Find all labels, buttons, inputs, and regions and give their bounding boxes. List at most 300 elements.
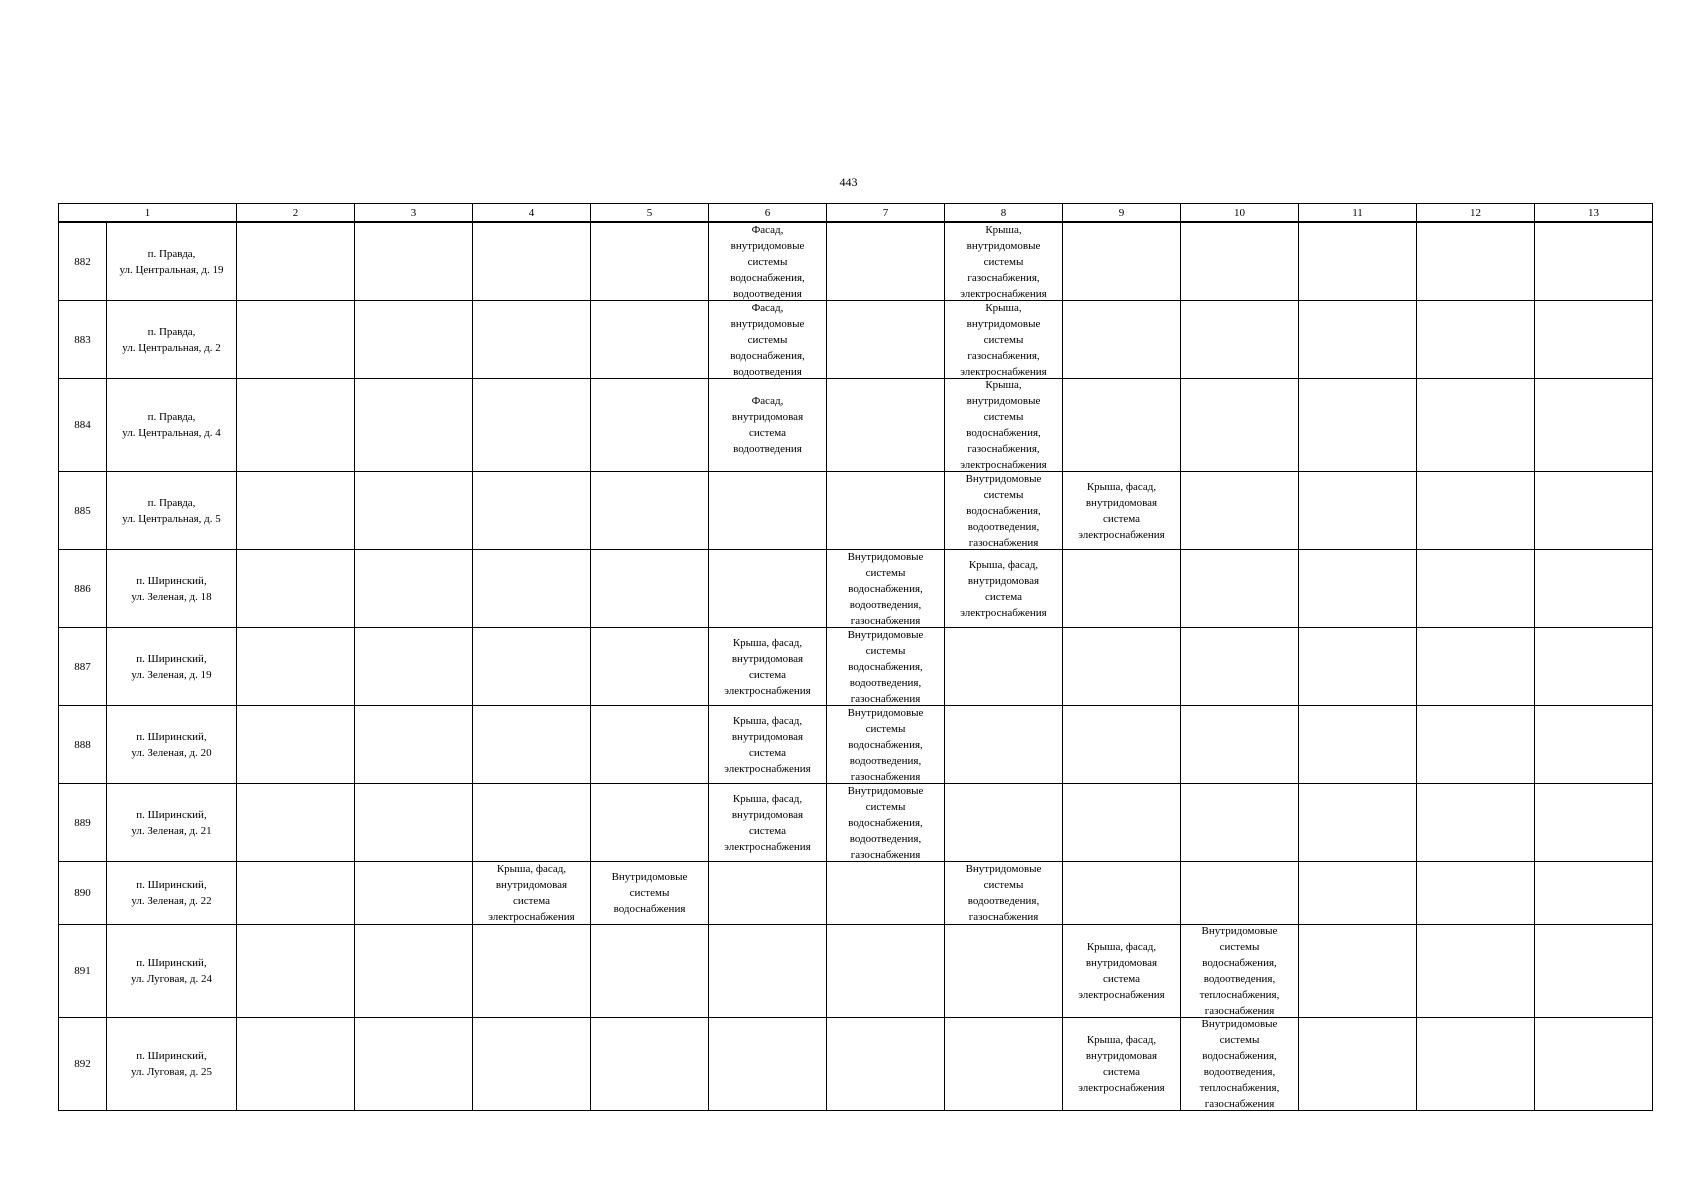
address-cell: п. Ширинский, ул. Луговая, д. 25 xyxy=(107,1018,237,1111)
work-text xyxy=(945,628,1062,705)
column-header: 2 xyxy=(237,204,355,223)
work-cell-col-2 xyxy=(237,472,355,550)
work-cell-col-12 xyxy=(1417,628,1535,706)
row-number: 883 xyxy=(59,301,107,379)
row-number: 886 xyxy=(59,550,107,628)
work-text: Крыша, фасад, внутридомовая система электроснабжения xyxy=(1078,941,1165,1001)
work-text xyxy=(1417,706,1534,783)
work-text xyxy=(1063,550,1180,627)
work-cell-col-8 xyxy=(945,222,1063,301)
work-cell-col-8 xyxy=(945,706,1063,784)
work-text: Фасад, внутридомовые системы водоснабжения, водоотведения xyxy=(730,223,805,300)
work-cell-col-12 xyxy=(1417,925,1535,1018)
work-text xyxy=(591,628,708,705)
work-cell-col-2 xyxy=(237,1018,355,1111)
work-text xyxy=(1417,862,1534,924)
work-cell-col-6 xyxy=(709,784,827,862)
work-cell-col-2 xyxy=(237,706,355,784)
work-cell-col-5 xyxy=(591,706,709,784)
work-text xyxy=(1299,301,1416,378)
work-cell-col-6 xyxy=(709,706,827,784)
work-cell-col-9 xyxy=(1063,706,1181,784)
table-row xyxy=(59,862,1653,925)
work-cell-col-6 xyxy=(709,628,827,706)
work-text xyxy=(591,925,708,1017)
work-cell-col-10 xyxy=(1181,379,1299,472)
work-cell-col-9 xyxy=(1063,925,1181,1018)
work-cell-col-6 xyxy=(709,301,827,379)
work-cell-col-10 xyxy=(1181,925,1299,1018)
table-row xyxy=(59,1018,1653,1111)
work-cell-col-2 xyxy=(237,550,355,628)
work-cell-col-8 xyxy=(945,862,1063,925)
work-cell-col-5 xyxy=(591,862,709,925)
work-cell-col-3 xyxy=(355,925,473,1018)
work-text: Внутридомовые системы водоснабжения, водоотведения, теплоснабжения, газоснабжения xyxy=(1199,1018,1280,1110)
work-text xyxy=(709,1018,826,1110)
work-cell-col-9 xyxy=(1063,550,1181,628)
work-text xyxy=(1299,1018,1416,1110)
work-cell-col-8 xyxy=(945,1018,1063,1111)
work-text xyxy=(1181,628,1298,705)
work-cell-col-6 xyxy=(709,925,827,1018)
work-cell-col-12 xyxy=(1417,472,1535,550)
work-cell-col-11 xyxy=(1299,925,1417,1018)
work-cell-col-12 xyxy=(1417,301,1535,379)
table-row xyxy=(59,628,1653,706)
work-text xyxy=(237,862,354,924)
column-header: 9 xyxy=(1063,204,1181,223)
work-cell-col-5 xyxy=(591,550,709,628)
work-cell-col-4 xyxy=(473,925,591,1018)
work-text xyxy=(1063,784,1180,861)
work-cell-col-5 xyxy=(591,628,709,706)
work-text xyxy=(1417,628,1534,705)
work-text xyxy=(1417,379,1534,471)
row-number: 889 xyxy=(59,784,107,862)
work-text xyxy=(1299,784,1416,861)
work-text xyxy=(473,628,590,705)
work-cell-col-7 xyxy=(827,706,945,784)
work-cell-col-13 xyxy=(1535,628,1653,706)
work-text xyxy=(1299,472,1416,549)
column-header: 1 xyxy=(59,204,237,223)
work-text xyxy=(591,550,708,627)
work-cell-col-2 xyxy=(237,784,355,862)
work-cell-col-9 xyxy=(1063,472,1181,550)
work-text: Крыша, фасад, внутридомовая система электроснабжения xyxy=(488,863,575,923)
work-text xyxy=(827,1018,944,1110)
work-text: Внутридомовые системы водоснабжения, водоотведения, газоснабжения xyxy=(965,472,1042,549)
work-cell-col-6 xyxy=(709,222,827,301)
work-cell-col-7 xyxy=(827,862,945,925)
column-header: 6 xyxy=(709,204,827,223)
work-text xyxy=(827,379,944,471)
work-text xyxy=(1299,706,1416,783)
work-text: Крыша, фасад, внутридомовая система электроснабжения xyxy=(724,636,811,697)
work-text xyxy=(591,223,708,300)
work-text xyxy=(237,379,354,471)
work-text xyxy=(1181,550,1298,627)
work-cell-col-10 xyxy=(1181,301,1299,379)
work-text xyxy=(237,1018,354,1110)
work-text xyxy=(1417,925,1534,1017)
table-row xyxy=(59,379,1653,472)
work-text: Крыша, фасад, внутридомовая система электроснабжения xyxy=(1078,1034,1165,1094)
work-cell-col-4 xyxy=(473,222,591,301)
address-cell: п. Правда, ул. Центральная, д. 19 xyxy=(107,222,237,301)
work-text xyxy=(1535,862,1652,924)
work-cell-col-11 xyxy=(1299,379,1417,472)
work-cell-col-13 xyxy=(1535,784,1653,862)
work-cell-col-8 xyxy=(945,379,1063,472)
work-cell-col-10 xyxy=(1181,706,1299,784)
work-text xyxy=(355,862,472,924)
work-text xyxy=(473,784,590,861)
work-text xyxy=(1299,379,1416,471)
work-text xyxy=(591,784,708,861)
work-text xyxy=(1063,301,1180,378)
work-cell-col-9 xyxy=(1063,301,1181,379)
work-text xyxy=(1299,925,1416,1017)
work-cell-col-5 xyxy=(591,301,709,379)
work-text xyxy=(1181,472,1298,549)
work-text xyxy=(237,628,354,705)
address-cell: п. Ширинский, ул. Зеленая, д. 18 xyxy=(107,550,237,628)
work-text xyxy=(1063,862,1180,924)
column-header: 13 xyxy=(1535,204,1653,223)
work-text xyxy=(473,550,590,627)
work-cell-col-12 xyxy=(1417,706,1535,784)
work-text xyxy=(827,862,944,924)
work-cell-col-7 xyxy=(827,472,945,550)
work-text xyxy=(237,925,354,1017)
work-cell-col-8 xyxy=(945,472,1063,550)
work-cell-col-11 xyxy=(1299,706,1417,784)
work-cell-col-10 xyxy=(1181,628,1299,706)
work-cell-col-10 xyxy=(1181,1018,1299,1111)
work-cell-col-3 xyxy=(355,472,473,550)
work-cell-col-5 xyxy=(591,472,709,550)
column-header: 3 xyxy=(355,204,473,223)
work-cell-col-2 xyxy=(237,379,355,472)
work-cell-col-10 xyxy=(1181,472,1299,550)
work-text xyxy=(355,1018,472,1110)
work-cell-col-8 xyxy=(945,925,1063,1018)
work-text xyxy=(1299,628,1416,705)
address-cell: п. Ширинский, ул. Зеленая, д. 22 xyxy=(107,862,237,925)
work-text xyxy=(591,1018,708,1110)
work-text: Внутридомовые системы водоснабжения, водоотведения, газоснабжения xyxy=(847,550,924,627)
row-number: 887 xyxy=(59,628,107,706)
column-header: 5 xyxy=(591,204,709,223)
work-cell-col-7 xyxy=(827,222,945,301)
work-text xyxy=(355,472,472,549)
work-cell-col-6 xyxy=(709,379,827,472)
work-text xyxy=(1299,550,1416,627)
work-cell-col-7 xyxy=(827,1018,945,1111)
work-cell-col-7 xyxy=(827,550,945,628)
column-header: 4 xyxy=(473,204,591,223)
work-text: Крыша, фасад, внутридомовая система электроснабжения xyxy=(724,714,811,775)
row-number: 884 xyxy=(59,379,107,472)
work-text xyxy=(591,379,708,471)
table-row xyxy=(59,550,1653,628)
work-text xyxy=(237,784,354,861)
work-text xyxy=(1181,223,1298,300)
work-cell-col-3 xyxy=(355,222,473,301)
work-text xyxy=(1535,472,1652,549)
work-cell-col-9 xyxy=(1063,222,1181,301)
work-cell-col-12 xyxy=(1417,1018,1535,1111)
work-text xyxy=(237,706,354,783)
table-row xyxy=(59,925,1653,1018)
work-cell-col-13 xyxy=(1535,925,1653,1018)
work-text xyxy=(1535,628,1652,705)
work-text xyxy=(473,925,590,1017)
work-text: Крыша, фасад, внутридомовая система электроснабжения xyxy=(960,558,1047,619)
work-cell-col-12 xyxy=(1417,222,1535,301)
work-text xyxy=(1417,784,1534,861)
work-cell-col-9 xyxy=(1063,784,1181,862)
row-number: 892 xyxy=(59,1018,107,1111)
work-cell-col-13 xyxy=(1535,706,1653,784)
work-text xyxy=(1063,223,1180,300)
work-cell-col-2 xyxy=(237,301,355,379)
work-text xyxy=(709,862,826,924)
work-cell-col-4 xyxy=(473,472,591,550)
work-cell-col-6 xyxy=(709,862,827,925)
work-cell-col-8 xyxy=(945,784,1063,862)
column-number-row xyxy=(59,204,1653,223)
work-text xyxy=(473,223,590,300)
work-cell-col-13 xyxy=(1535,301,1653,379)
work-cell-col-6 xyxy=(709,1018,827,1111)
work-cell-col-12 xyxy=(1417,862,1535,925)
address-cell: п. Ширинский, ул. Луговая, д. 24 xyxy=(107,925,237,1018)
work-text xyxy=(355,301,472,378)
work-text xyxy=(945,1018,1062,1110)
work-cell-col-7 xyxy=(827,784,945,862)
work-cell-col-13 xyxy=(1535,222,1653,301)
work-text xyxy=(473,472,590,549)
work-cell-col-4 xyxy=(473,628,591,706)
work-text xyxy=(827,925,944,1017)
work-text xyxy=(1535,706,1652,783)
work-cell-col-10 xyxy=(1181,550,1299,628)
work-text xyxy=(1181,379,1298,471)
work-text xyxy=(237,301,354,378)
work-text xyxy=(1535,223,1652,300)
work-text xyxy=(1535,925,1652,1017)
work-text xyxy=(355,784,472,861)
work-cell-col-8 xyxy=(945,550,1063,628)
work-text xyxy=(473,301,590,378)
work-text xyxy=(1181,784,1298,861)
address-cell: п. Ширинский, ул. Зеленая, д. 20 xyxy=(107,706,237,784)
work-text xyxy=(1417,472,1534,549)
work-cell-col-11 xyxy=(1299,862,1417,925)
work-text xyxy=(945,784,1062,861)
work-text: Внутридомовые системы водоснабжения, водоотведения, теплоснабжения, газоснабжения xyxy=(1199,925,1280,1017)
table-row xyxy=(59,706,1653,784)
work-cell-col-3 xyxy=(355,379,473,472)
work-cell-col-10 xyxy=(1181,862,1299,925)
work-text xyxy=(237,223,354,300)
work-cell-col-4 xyxy=(473,862,591,925)
address-cell: п. Правда, ул. Центральная, д. 2 xyxy=(107,301,237,379)
column-header: 8 xyxy=(945,204,1063,223)
work-cell-col-12 xyxy=(1417,784,1535,862)
work-cell-col-9 xyxy=(1063,1018,1181,1111)
work-text xyxy=(1417,550,1534,627)
address-cell: п. Ширинский, ул. Зеленая, д. 21 xyxy=(107,784,237,862)
work-text xyxy=(709,472,826,549)
work-cell-col-11 xyxy=(1299,628,1417,706)
work-cell-col-10 xyxy=(1181,222,1299,301)
column-header: 12 xyxy=(1417,204,1535,223)
work-cell-col-11 xyxy=(1299,1018,1417,1111)
column-header: 11 xyxy=(1299,204,1417,223)
work-cell-col-5 xyxy=(591,784,709,862)
work-text xyxy=(1417,1018,1534,1110)
work-cell-col-4 xyxy=(473,784,591,862)
work-text: Внутридомовые системы водоотведения, газоснабжения xyxy=(965,863,1042,923)
address-cell: п. Ширинский, ул. Зеленая, д. 19 xyxy=(107,628,237,706)
work-cell-col-3 xyxy=(355,706,473,784)
work-text xyxy=(827,223,944,300)
work-text xyxy=(237,550,354,627)
work-text xyxy=(1181,706,1298,783)
work-text xyxy=(1535,379,1652,471)
work-cell-col-13 xyxy=(1535,472,1653,550)
work-text xyxy=(591,301,708,378)
work-cell-col-3 xyxy=(355,1018,473,1111)
table-row xyxy=(59,472,1653,550)
work-cell-col-13 xyxy=(1535,379,1653,472)
work-cell-col-8 xyxy=(945,301,1063,379)
work-text xyxy=(827,472,944,549)
work-text xyxy=(945,706,1062,783)
work-text xyxy=(355,223,472,300)
work-cell-col-3 xyxy=(355,550,473,628)
work-cell-col-9 xyxy=(1063,862,1181,925)
repair-schedule-table xyxy=(58,203,1653,1111)
row-number: 891 xyxy=(59,925,107,1018)
work-cell-col-11 xyxy=(1299,550,1417,628)
work-text xyxy=(237,472,354,549)
work-cell-col-7 xyxy=(827,379,945,472)
work-cell-col-13 xyxy=(1535,550,1653,628)
work-text xyxy=(591,472,708,549)
work-cell-col-2 xyxy=(237,862,355,925)
work-cell-col-12 xyxy=(1417,379,1535,472)
work-cell-col-6 xyxy=(709,472,827,550)
work-cell-col-8 xyxy=(945,628,1063,706)
work-text xyxy=(1535,550,1652,627)
work-text xyxy=(1535,784,1652,861)
work-text xyxy=(827,301,944,378)
work-cell-col-9 xyxy=(1063,379,1181,472)
work-text xyxy=(1063,379,1180,471)
work-text xyxy=(709,550,826,627)
work-text xyxy=(1535,301,1652,378)
work-text: Внутридомовые системы водоснабжения, водоотведения, газоснабжения xyxy=(847,784,924,861)
work-text xyxy=(1299,862,1416,924)
row-number: 890 xyxy=(59,862,107,925)
work-text: Крыша, внутридомовые системы газоснабжения, электроснабжения xyxy=(960,223,1047,300)
work-cell-col-13 xyxy=(1535,1018,1653,1111)
work-cell-col-2 xyxy=(237,925,355,1018)
work-text xyxy=(1417,223,1534,300)
work-cell-col-11 xyxy=(1299,301,1417,379)
work-cell-col-4 xyxy=(473,706,591,784)
column-header: 10 xyxy=(1181,204,1299,223)
work-cell-col-5 xyxy=(591,1018,709,1111)
work-text xyxy=(1181,862,1298,924)
work-text: Внутридомовые системы водоснабжения, водоотведения, газоснабжения xyxy=(847,706,924,783)
table-row xyxy=(59,301,1653,379)
page-number: 443 xyxy=(839,175,858,189)
work-cell-col-3 xyxy=(355,784,473,862)
work-text: Внутридомовые системы водоснабжения xyxy=(611,871,688,915)
work-cell-col-11 xyxy=(1299,222,1417,301)
work-text: Фасад, внутридомовая система водоотведения xyxy=(731,395,804,455)
work-cell-col-9 xyxy=(1063,628,1181,706)
work-text xyxy=(355,628,472,705)
work-text xyxy=(473,379,590,471)
work-cell-col-3 xyxy=(355,862,473,925)
work-cell-col-11 xyxy=(1299,784,1417,862)
work-cell-col-7 xyxy=(827,925,945,1018)
work-cell-col-7 xyxy=(827,301,945,379)
work-cell-col-4 xyxy=(473,379,591,472)
work-cell-col-4 xyxy=(473,301,591,379)
row-number: 882 xyxy=(59,222,107,301)
column-header: 7 xyxy=(827,204,945,223)
work-text xyxy=(355,706,472,783)
work-text xyxy=(355,379,472,471)
work-text: Крыша, фасад, внутридомовая система электроснабжения xyxy=(724,792,811,853)
work-cell-col-5 xyxy=(591,379,709,472)
address-cell: п. Правда, ул. Центральная, д. 5 xyxy=(107,472,237,550)
work-cell-col-10 xyxy=(1181,784,1299,862)
work-cell-col-4 xyxy=(473,1018,591,1111)
work-cell-col-2 xyxy=(237,222,355,301)
work-text xyxy=(1535,1018,1652,1110)
work-text: Крыша, фасад, внутридомовая система электроснабжения xyxy=(1078,480,1165,541)
work-text xyxy=(1417,301,1534,378)
work-cell-col-5 xyxy=(591,925,709,1018)
address-cell: п. Правда, ул. Центральная, д. 4 xyxy=(107,379,237,472)
work-cell-col-7 xyxy=(827,628,945,706)
table-row xyxy=(59,784,1653,862)
work-cell-col-4 xyxy=(473,550,591,628)
work-cell-col-3 xyxy=(355,301,473,379)
work-text: Крыша, внутридомовые системы газоснабжения, электроснабжения xyxy=(960,301,1047,378)
row-number: 888 xyxy=(59,706,107,784)
work-text: Крыша, внутридомовые системы водоснабжения, газоснабжения, электроснабжения xyxy=(960,379,1047,471)
work-text xyxy=(1063,706,1180,783)
work-text: Внутридомовые системы водоснабжения, водоотведения, газоснабжения xyxy=(847,628,924,705)
work-text xyxy=(1063,628,1180,705)
work-text xyxy=(355,925,472,1017)
work-text: Фасад, внутридомовые системы водоснабжения, водоотведения xyxy=(730,301,805,378)
work-cell-col-2 xyxy=(237,628,355,706)
work-cell-col-12 xyxy=(1417,550,1535,628)
work-cell-col-13 xyxy=(1535,862,1653,925)
row-number: 885 xyxy=(59,472,107,550)
